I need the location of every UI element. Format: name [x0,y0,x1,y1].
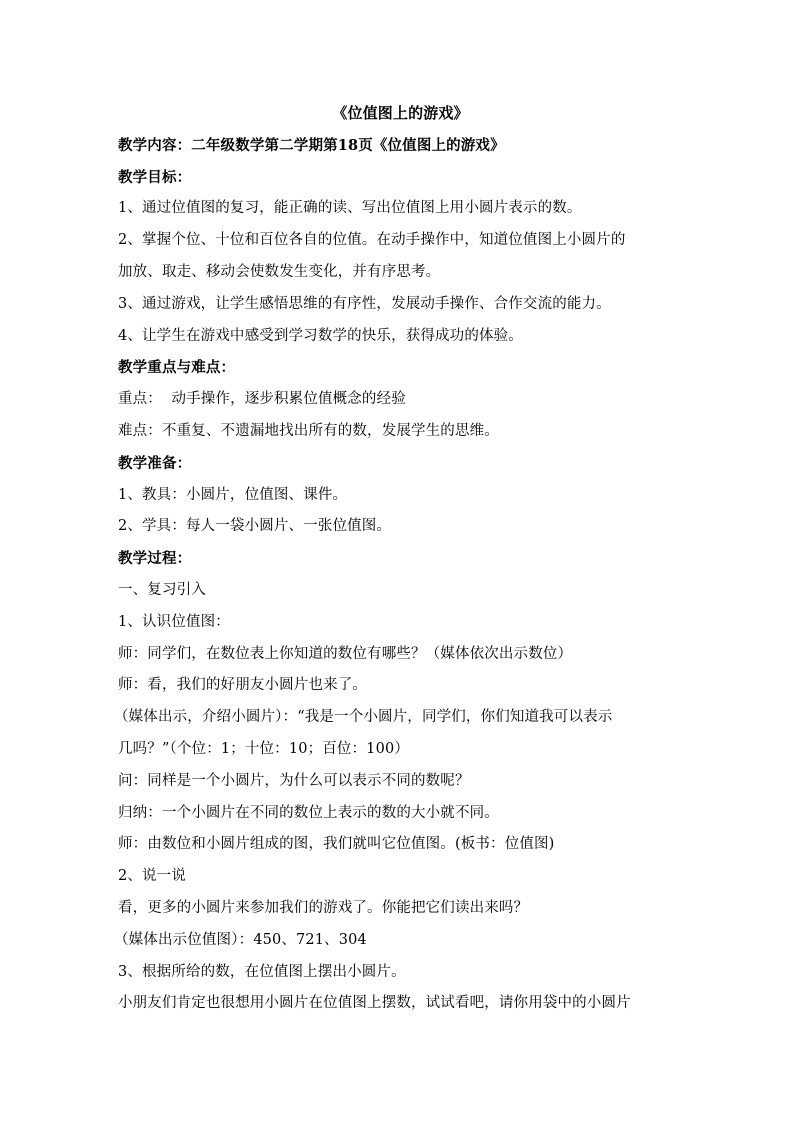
process-line: 2、说一说 [118,868,186,885]
process-line: 几吗？”（个位：1；十位：10；百位：100） [118,740,409,757]
objective-line: 1、通过位值图的复习，能正确的读、写出位值图上用小圆片表示的数。 [118,200,582,217]
preparation-line: 2、学具：每人一袋小圆片、一张位值图。 [118,518,392,535]
process-line: 1、认识位值图： [118,613,230,630]
process-line: （媒体出示，介绍小圆片）：“我是一个小圆片，同学们，你们知道我可以表示 [114,709,613,726]
process-line: 归纳：一个小圆片在不同的数位上表示的数的大小就不同。 [118,804,499,821]
objective-line: 2、掌握个位、十位和百位各自的位值。在动手操作中，知道位值图上小圆片的 [118,232,626,249]
objective-line: 3、通过游戏，让学生感悟思维的有序性，发展动手操作、合作交流的能力。 [118,295,611,312]
preparation-line: 1、教具：小圆片，位值图、课件。 [118,486,348,503]
document-page [114,98,683,1020]
preparation-heading: 教学准备： [118,454,192,472]
process-line: 3、根据所给的数，在位值图上摆出小圆片。 [118,963,406,980]
document-title: 《位值图上的游戏》 [332,104,469,122]
objective-line: 4、让学生在游戏中感受到学习数学的快乐，获得成功的体验。 [118,327,523,344]
process-line: 师：由数位和小圆片组成的图，我们就叫它位值图。(板书：位值图) [118,836,555,853]
key-point: 重点： 动手操作，逐步积累位值概念的经验 [118,391,406,408]
objectives-heading: 教学目标： [118,168,192,186]
process-line: 一、复习引入 [118,581,206,598]
key-points-heading: 教学重点与难点： [118,359,236,377]
process-line: （媒体出示位值图）：450、721、304 [114,931,367,948]
process-line: 小朋友们肯定也很想用小圆片在位值图上摆数，试试看吧，请你用袋中的小圆片 [118,995,631,1012]
process-heading: 教学过程： [118,550,192,568]
teaching-content: 教学内容：二年级数学第二学期第18页《位值图上的游戏》 [118,136,505,154]
process-line: 师：看，我们的好朋友小圆片也来了。 [118,677,368,694]
objective-line: 加放、取走、移动会使数发生变化，并有序思考。 [118,263,441,280]
difficulty: 难点：不重复、不遗漏地找出所有的数，发展学生的思维。 [118,422,499,439]
process-line: 师：同学们，在数位表上你知道的数位有哪些？（媒体依次出示数位） [118,645,573,662]
process-line: 问：同样是一个小圆片，为什么可以表示不同的数呢？ [118,772,470,789]
process-line: 看，更多的小圆片来参加我们的游戏了。你能把它们读出来吗？ [118,899,529,916]
